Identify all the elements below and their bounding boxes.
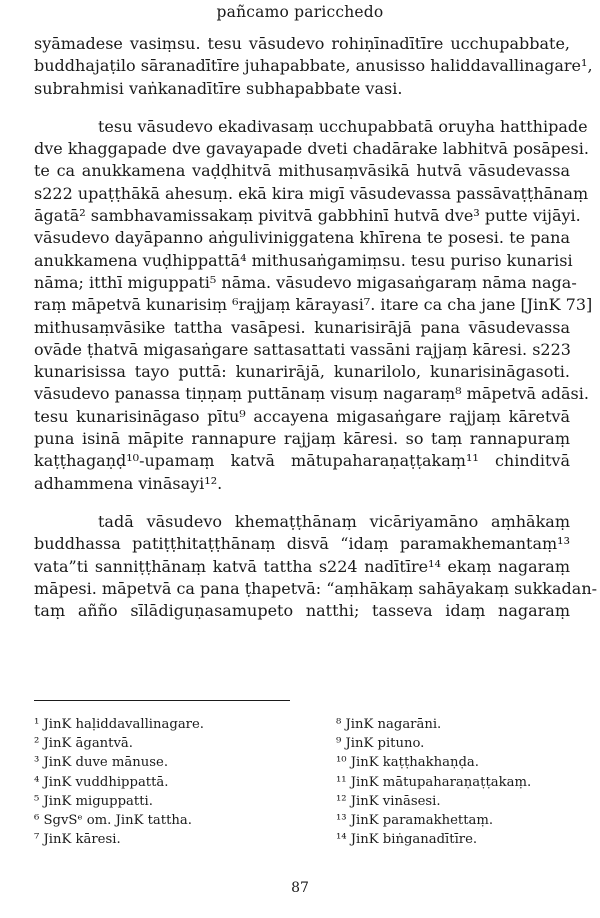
footnote: ¹¹ JinK mātupaharaṇaṭṭakaṃ. xyxy=(336,774,532,790)
paragraph-3 xyxy=(34,511,598,622)
footnote: ¹⁴ JinK biṅganadītīre. xyxy=(336,832,478,848)
footnote: ⁴ JinK vuddhippattā. xyxy=(34,774,169,790)
main-text xyxy=(34,33,598,622)
text-line: tesu kunarisināgaso pītu⁹ accayena migasaṅgare rajjaṃ kāretvā xyxy=(34,406,570,426)
text-line: taṃ añño sīlādiguṇasamupeto natthi; tasseva idaṃ nagaraṃ xyxy=(34,601,570,621)
text-line: nāma; itthī miguppati⁵ nāma. vāsudevo migasaṅgaraṃ nāma naga- xyxy=(34,272,577,292)
text-line: te ca anukkamena vaḍḍhitvā mithusaṃvāsikā hutvā vāsudevassa xyxy=(34,161,570,181)
paragraph-2 xyxy=(34,116,593,495)
footnote: ⁷ JinK kāresi. xyxy=(34,832,121,848)
footnote: ¹³ JinK paramakhettaṃ. xyxy=(336,813,494,829)
text-line: māpesi. māpetvā ca pana ṭhapetvā: “aṃhākaṃ sahāyakaṃ sukkadan- xyxy=(34,578,598,598)
text-line: āgatā² sambhavamissakaṃ pivitvā gabbhinī hutvā dve³ putte vijāyi. xyxy=(34,206,581,226)
paragraph-1 xyxy=(34,33,593,100)
text-line: s222 upaṭṭhākā ahesuṃ. ekā kira migī vāsudevassa passāvaṭṭhānaṃ xyxy=(34,183,589,203)
text-line: tadā vāsudevo khemaṭṭhānaṃ vicāriyamāno aṃhākaṃ xyxy=(98,511,570,531)
text-line: tesu vāsudevo ekadivasaṃ ucchupabbatā oruyha hatthipade xyxy=(98,116,588,136)
page-number: 87 xyxy=(291,880,309,896)
footnote: ² JinK āgantvā. xyxy=(34,736,133,752)
text-line: vata”ti sanniṭṭhānaṃ katvā tattha s224 nadītīre¹⁴ ekaṃ nagaraṃ xyxy=(34,556,570,576)
running-header: pañcamo paricchedo xyxy=(216,3,384,21)
footnotes-left-column xyxy=(34,715,304,849)
text-line: ovāde ṭhatvā migasaṅgare sattasattati vassāni rajjaṃ kāresi. s223 xyxy=(34,339,571,359)
text-line: vāsudevo dayāpanno aṅguliviniggatena khīrena te posesi. te pana xyxy=(34,228,570,248)
footnote: ⁸ JinK nagarāni. xyxy=(336,717,442,732)
text-line: subrahmisi vaṅkanadītīre subhapabbate vasi. xyxy=(34,78,403,98)
text-line: puna isinā māpite rannapure rajjaṃ kāresi. so taṃ rannapuraṃ xyxy=(34,429,570,449)
text-line: anukkamena vuḍhippattā⁴ mithusaṅgamiṃsu. tesu puriso kunarisi xyxy=(34,250,573,270)
footnote: ¹⁰ JinK kaṭṭhakhaṇḍa. xyxy=(336,755,479,771)
text-line: raṃ māpetvā kunarisiṃ ⁶rajjaṃ kārayasi⁷. itare ca cha jane [JinK 73] xyxy=(34,295,593,315)
text-line: dve khaggapade dve gavayapade dveti chadārake labhitvā posāpesi. xyxy=(34,139,589,159)
text-line: buddhajaṭilo sāranadītīre juhapabbate, anusisso haliddavallinagare¹, xyxy=(34,56,593,76)
text-line: syāmadese vasiṃsu. tesu vāsudevo rohiṇīnadītīre ucchupabbate, xyxy=(34,34,570,53)
text-line: kunarisissa tayo puttā: kunarirājā, kunarilolo, kunarisināgasoti. xyxy=(34,362,570,382)
footnote: ¹ JinK haḷiddavallinagare. xyxy=(34,717,204,732)
footnote: ⁵ JinK miguppatti. xyxy=(34,793,153,809)
text-line: kaṭṭhagaṇḍ¹⁰-upamaṃ katvā mātupaharaṇaṭṭakaṃ¹¹ chinditvā xyxy=(34,451,570,471)
footnote: ¹² JinK vināsesi. xyxy=(336,793,441,809)
footnote: ⁹ JinK pituno. xyxy=(336,736,425,752)
text-line: buddhassa patiṭṭhitaṭṭhānaṃ disvā “idaṃ paramakhemantaṃ¹³ xyxy=(34,534,570,554)
text-line: vāsudevo panassa tiṇṇaṃ puttānaṃ visuṃ nagaraṃ⁸ māpetvā adāsi. xyxy=(34,384,589,404)
text-line: adhammena vināsayi¹². xyxy=(34,473,223,493)
footnote-divider xyxy=(34,700,290,701)
footnotes-right-column xyxy=(336,715,586,849)
footnote: ³ JinK duve mānuse. xyxy=(34,755,169,771)
footnote: ⁶ SgvSᵉ om. JinK tattha. xyxy=(34,813,192,829)
text-line: mithusaṃvāsike tattha vasāpesi. kunarisirājā pana vāsudevassa xyxy=(34,317,570,337)
